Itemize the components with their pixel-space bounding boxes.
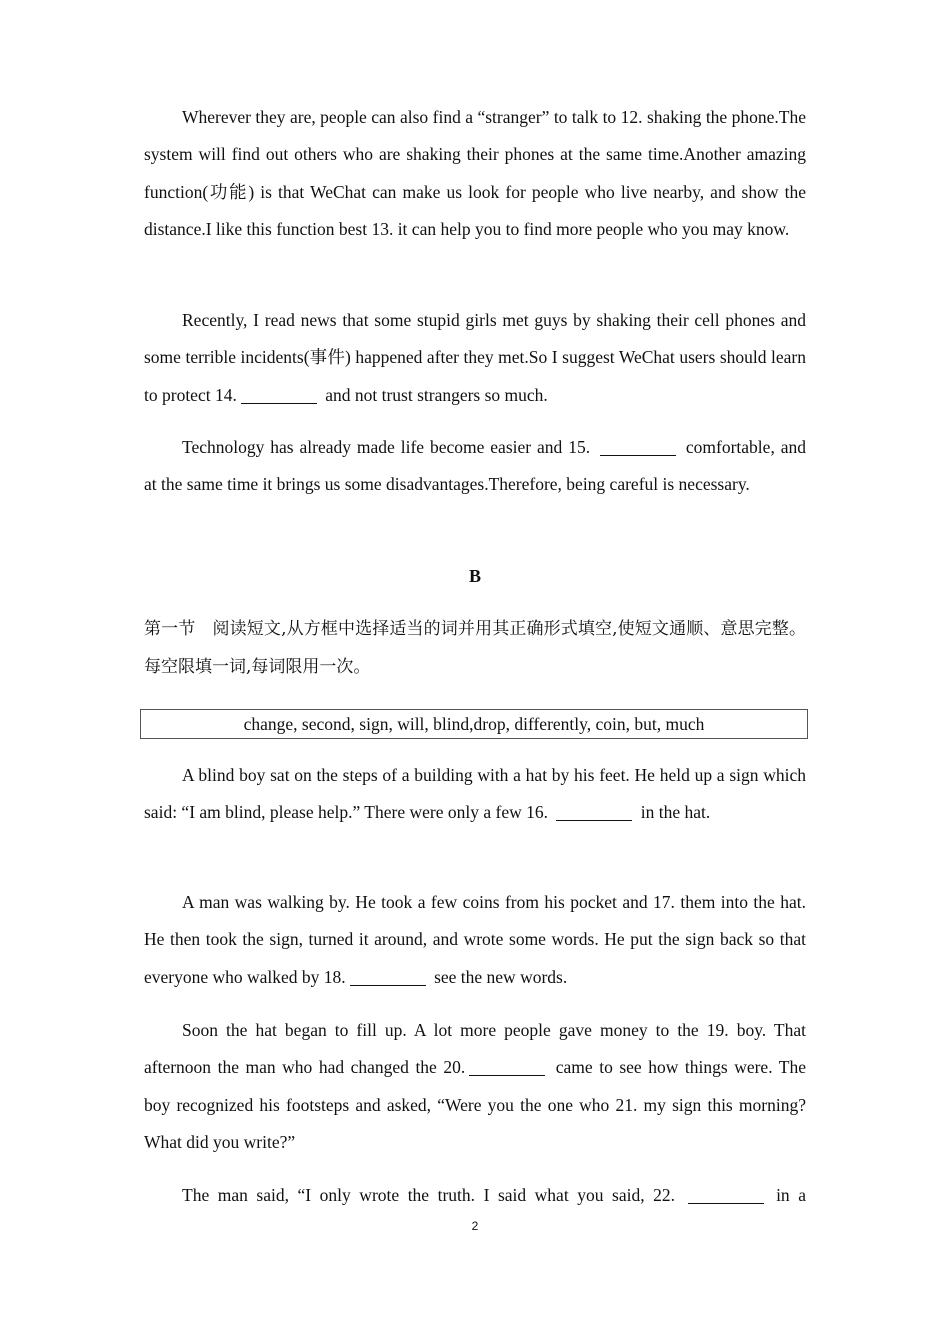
passage-a-paragraph-3-text-before: Technology has already made life become easier and 15. <box>182 437 596 457</box>
passage-a-paragraph-2-text-after: and not trust strangers so much. <box>320 384 548 405</box>
passage-b-paragraph-1-text-after: in the hat. <box>636 802 711 823</box>
passage-b-paragraph-3-text-before: Soon the hat began to fill up. A lot more people gave money to the 19. boy. That afternoon the man who had changed the 20. <box>144 1020 806 1078</box>
answer-blank-15 <box>600 454 676 456</box>
passage-b-paragraph-2-text-before: A man was walking by. He took a few coins from his pocket and 17. them into the hat. He then took the sign, turned it around, and wrote some words. He put the sign back so that everyone who walked by 18. <box>144 892 806 987</box>
answer-blank-14 <box>241 402 317 404</box>
passage-a-paragraph-1-text: Wherever they are, people can also find a “stranger” to talk to 12. shaking the phone.The system will find out others who are shaking their phones at the same time.Another amazing function(功能) is that WeChat can make us look for people who live nearby, and show the distance.I like this function best 13. it can help you to find more people who you may know. <box>144 107 806 239</box>
answer-blank-22 <box>688 1202 764 1204</box>
passage-a-paragraph-1 <box>144 99 806 248</box>
answer-blank-18 <box>350 984 426 986</box>
passage-a-paragraph-3-text-after: comfortable, and at the same time it brings us some disadvantages.Therefore, being careful is necessary. <box>144 437 806 495</box>
word-bank-text: change, second, sign, will, blind,drop, differently, coin, but, much <box>243 713 705 734</box>
answer-blank-16 <box>556 819 632 821</box>
passage-a-paragraph-2 <box>144 302 806 414</box>
section-heading: B <box>468 566 481 586</box>
passage-a-paragraph-3 <box>144 429 806 504</box>
passage-b-paragraph-1 <box>144 757 806 832</box>
passage-b-paragraph-3 <box>144 1012 806 1161</box>
passage-a-paragraph-2-text-before: Recently, I read news that some stupid girls met guys by shaking their cell phones and some terrible incidents(事件) happened after they met.So I suggest WeChat users should learn to protect 14. <box>144 310 806 405</box>
passage-b-paragraph-2-text-after: see the new words. <box>429 966 568 987</box>
passage-b-paragraph-4-text-after: in a <box>767 1185 806 1205</box>
passage-b-paragraph-1-text-before: A blind boy sat on the steps of a building with a hat by his feet. He held up a sign which said: “I am blind, please help.” There were only a few 16. <box>144 765 806 823</box>
passage-b-paragraph-4-text-before: The man said, “I only wrote the truth. I said what you said, 22. <box>182 1185 684 1205</box>
passage-b-paragraph-3-text-after: came to see how things were. The boy recognized his footsteps and asked, “Were you the one who 21. my sign this morning? What did you write?” <box>144 1057 806 1152</box>
passage-b-paragraph-2 <box>144 884 806 996</box>
answer-blank-20 <box>469 1074 545 1076</box>
passage-b-paragraph-4 <box>144 1177 806 1214</box>
page-number: 2 <box>471 1219 479 1233</box>
word-bank-box <box>140 709 808 739</box>
section-instruction: 第一节 阅读短文,从方框中选择适当的词并用其正确形式填空,使短文通顺、意思完整。每空限填一词,每词限用一次。 <box>144 619 806 677</box>
